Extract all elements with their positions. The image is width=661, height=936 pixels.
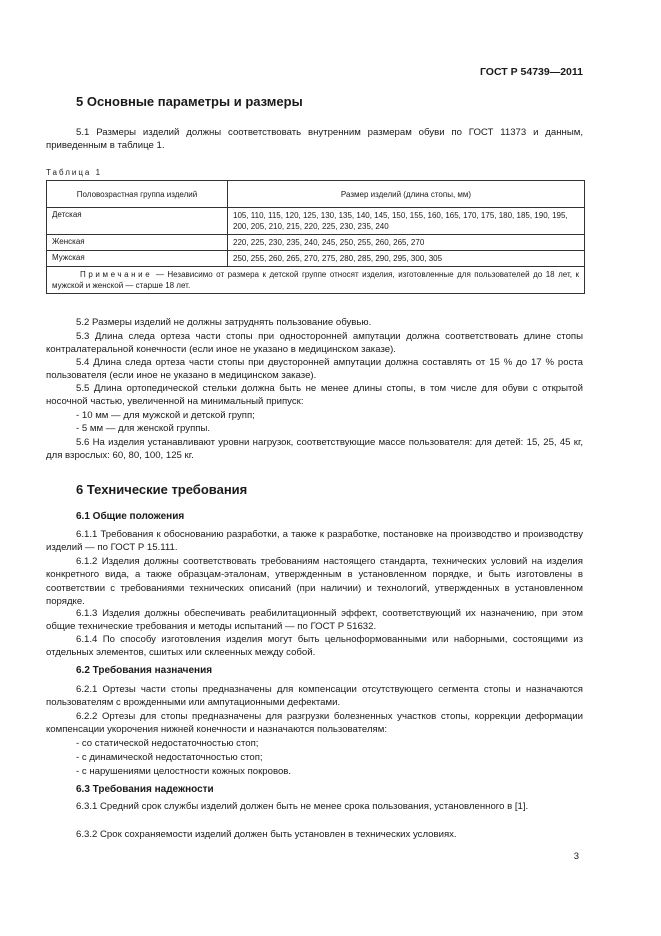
table-cell-sizes: 220, 225, 230, 235, 240, 245, 250, 255, 260, 265, 270 — [228, 235, 585, 251]
paragraph-5-5: 5.5 Длина ортопедической стельки должна быть не менее длины стопы, в том числе для обуви с открытой носочной частью, увеличенной на минимальный припуск: — [46, 383, 583, 408]
paragraph-6-1-2: 6.1.2 Изделия должны соответствовать требованиям настоящего стандарта, технических условий на изделия конкретного вида, а также образцам-эталонам, утвержденным в установленном порядке, и быть изготовлены в соответствии с требованиями технических описаний (при наличии) и технологий, утвержденных в установленном порядке. — [46, 556, 583, 608]
list-item: - 5 мм — для женской группы. — [76, 423, 211, 434]
table-note-label: Примечание — [80, 270, 153, 279]
paragraph-6-2-2: 6.2.2 Ортезы для стопы предназначены для разгрузки болезненных участков стопы, коррекции деформации компенсации укорочения нижней конечности и назначаются пользователям: — [46, 711, 583, 736]
paragraph-5-3: 5.3 Длина следа ортеза части стопы при односторонней ампутации должна соответствовать длине стопы контралатеральной конечности (если иное не указано в медицинском заказе). — [46, 331, 583, 356]
table-row — [47, 251, 585, 267]
table-header-row — [47, 181, 585, 208]
list-item: - со статической недостаточностью стоп; — [76, 738, 259, 749]
table-caption: Таблица 1 — [46, 168, 103, 177]
table-header-group: Половозрастная группа изделий — [47, 181, 228, 208]
sizes-table — [46, 180, 585, 294]
table-note-row — [47, 267, 585, 294]
table-cell-sizes: 250, 255, 260, 265, 270, 275, 280, 285, 290, 295, 300, 305 — [228, 251, 585, 267]
paragraph-5-6: 5.6 На изделия устанавливают уровни нагрузок, соответствующие массе пользователя: для детей: 15, 25, 45 кг, для взрослых: 60, 80, 100, 125 кг. — [46, 437, 583, 462]
table-cell-group: Мужская — [47, 251, 228, 267]
list-item: - 10 мм — для мужской и детской групп; — [76, 410, 255, 421]
list-item: - с нарушениями целостности кожных покровов. — [76, 766, 292, 777]
table-cell-group: Женская — [47, 235, 228, 251]
subsection-6-2-title: 6.2 Требования назначения — [76, 665, 213, 676]
paragraph-5-1: 5.1 Размеры изделий должны соответствовать внутренним размерам обуви по ГОСТ 11373 и данным, приведенным в таблице 1. — [46, 127, 583, 152]
table-row — [47, 235, 585, 251]
table-cell-sizes: 105, 110, 115, 120, 125, 130, 135, 140, 145, 150, 155, 160, 165, 170, 175, 180, 185, 190, 195, 200, 205, 210, 215, 220, 225, 230, 235, 240 — [228, 208, 585, 235]
document-code-header: ГОСТ Р 54739—2011 — [479, 66, 583, 78]
paragraph-5-2: 5.2 Размеры изделий не должны затруднять пользование обувью. — [76, 317, 372, 328]
table-note-text: — Независимо от размера к детской группе относят изделия, изготовленные для пользователей до 18 лет, к мужской и женской — старше 18 лет. — [52, 270, 579, 290]
paragraph-6-1-3: 6.1.3 Изделия должны обеспечивать реабилитационный эффект, соответствующий их назначению, при этом общие технические требования и методы испытаний — по ГОСТ Р 51632. — [46, 608, 583, 633]
subsection-6-3-title: 6.3 Требования надежности — [76, 784, 214, 795]
section-6-title: 6 Технические требования — [76, 482, 248, 497]
paragraph-6-1-4: 6.1.4 По способу изготовления изделия могут быть цельноформованными или наборными, состоящими из отдельных элементов, сшитых или склеенных между собой. — [46, 634, 583, 659]
paragraph-6-1-1: 6.1.1 Требования к обоснованию разработки, а также к разработке, постановке на производство и производству изделий — по ГОСТ Р 15.111. — [46, 529, 583, 554]
paragraph-6-3-1: 6.3.1 Средний срок службы изделий должен быть не менее срока пользования, установленного в [1]. — [76, 801, 529, 812]
paragraph-6-2-1: 6.2.1 Ортезы части стопы предназначены для компенсации отсутствующего сегмента стопы и назначаются пользователям с врожденными или ампутационными дефектами. — [46, 684, 583, 709]
table-header-size: Размер изделий (длина стопы, мм) — [228, 181, 585, 208]
table-cell-group: Детская — [47, 208, 228, 235]
subsection-6-1-title: 6.1 Общие положения — [76, 511, 185, 522]
table-note — [47, 267, 585, 294]
table-row — [47, 208, 585, 235]
paragraph-5-4: 5.4 Длина следа ортеза части стопы при двусторонней ампутации должна составлять от 15 % до 17 % роста пользователя (если иное не указано в медицинском заказе). — [46, 357, 583, 382]
paragraph-6-3-2: 6.3.2 Срок сохраняемости изделий должен быть установлен в технических условиях. — [76, 829, 457, 840]
list-item: - с динамической недостаточностью стоп; — [76, 752, 263, 763]
page-number: 3 — [573, 851, 579, 862]
section-5-title: 5 Основные параметры и размеры — [76, 94, 303, 109]
